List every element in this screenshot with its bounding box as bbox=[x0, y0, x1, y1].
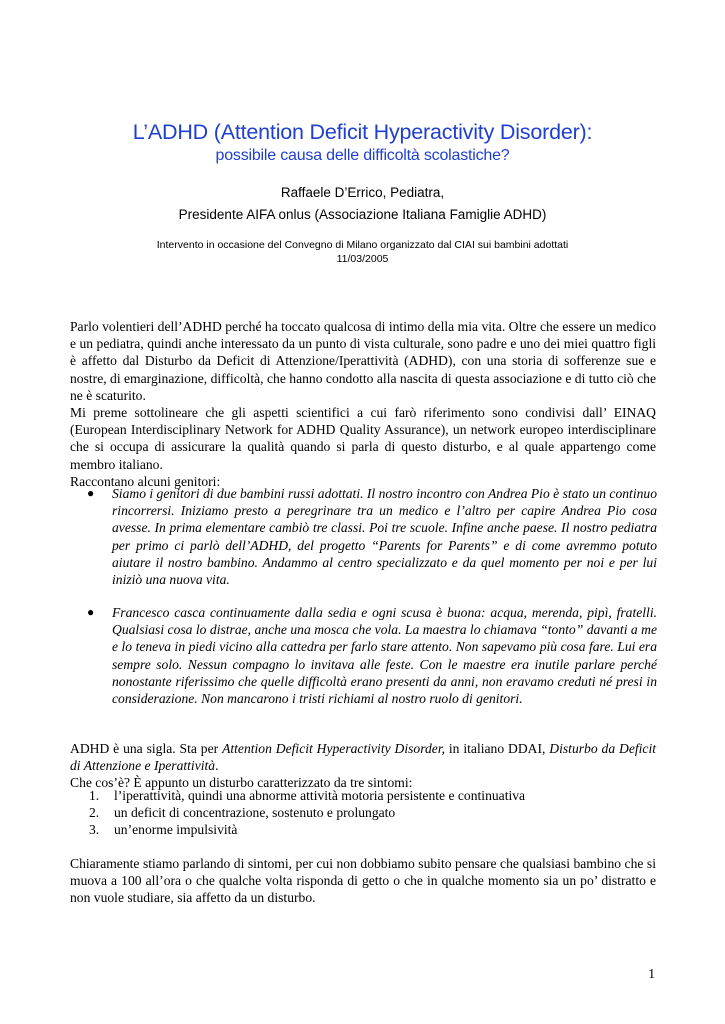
event-description: Intervento in occasione del Convegno di Milano organizzato dal CIAI sui bambini adottati bbox=[156, 239, 569, 251]
list-item bbox=[89, 804, 649, 821]
adhd-mid: in italiano DDAI, bbox=[445, 741, 550, 756]
list-item-text: l’iperattività, quindi una abnorme attività motoria persistente e continuativa bbox=[114, 788, 526, 803]
testimonial-list bbox=[85, 604, 657, 707]
adhd-paragraph bbox=[70, 740, 656, 774]
einaq-paragraph: Mi preme sottolineare che gli aspetti scientifici a cui farò riferimento sono condivisi dall’ EINAQ (European Interdisciplinary Network for ADHD Quality Assurance), un network europeo interdisciplinare che si occupa di assicurare la qualità quando si parla di questo disturbo, e al quale appartengo come membro italiano. bbox=[70, 405, 656, 472]
adhd-question: Che cos’è? È appunto un disturbo caratterizzato da tre sintomi: bbox=[70, 775, 413, 791]
list-item-text: un’enorme impulsività bbox=[114, 822, 238, 838]
adhd-term-en: Attention Deficit Hyperactivity Disorder, bbox=[222, 741, 446, 756]
intro-paragraph: Parlo volentieri dell’ADHD perché ha toccato qualcosa di intimo della mia vita. Oltre che essere un medico e un pediatra, quindi anche interessato da un punto di vista culturale, sono padre e uno dei miei quattro figli è affetto dal Disturbo da Deficit di Attenzione/Iperattività (ADHD), con una storia di sofferenze sue e nostre, di emarginazione, difficoltà, che hanno condotto alla nascita di questa associazione e di tutto ciò che ne è scaturito. bbox=[70, 319, 656, 403]
testimonial-item bbox=[85, 485, 657, 588]
symptom-list bbox=[89, 787, 649, 839]
intro-section bbox=[70, 318, 656, 490]
adhd-post: . bbox=[215, 758, 219, 774]
bullet-icon: ● bbox=[87, 605, 95, 619]
adhd-term-it: Disturbo da Deficit di Attenzione e Iperattività bbox=[70, 741, 656, 774]
list-item bbox=[89, 821, 649, 838]
testimonial-item bbox=[85, 604, 657, 707]
list-number: 3. bbox=[89, 822, 100, 838]
testimonial-text: Siamo i genitori di due bambini russi adottati. Il nostro incontro con Andrea Pio è stato un continuo rincorrersi. Iniziamo presto a peregrinare tra un medico e l’altro per capire Andrea Pio cosa avesse. In prima elementare cambiò tre classi. Poi tre scuole. Infine anche paese. Il nostro pediatra per primo ci parlò dell’ADHD, del progetto “Parents for Parents” e di come avremmo potuto aiutare il nostro bambino. Andammo al centro specializzato e da quel momento per noi e per lui iniziò una nuova vita. bbox=[112, 486, 657, 588]
event-date: 11/03/2005 bbox=[336, 253, 389, 265]
closing-section bbox=[70, 855, 656, 907]
document-title: L’ADHD (Attention Deficit Hyperactivity Disorder): bbox=[132, 120, 593, 144]
page-number: 1 bbox=[648, 966, 655, 981]
list-number: 1. bbox=[89, 788, 100, 803]
parents-intro: Raccontano alcuni genitori: bbox=[70, 473, 221, 489]
adhd-definition bbox=[70, 740, 656, 792]
list-number: 2. bbox=[89, 805, 100, 821]
adhd-pre: ADHD è una sigla. Sta per bbox=[70, 741, 223, 756]
testimonial-list bbox=[85, 485, 657, 588]
list-item bbox=[89, 787, 649, 804]
document-subtitle: possibile causa delle difficoltà scolastiche? bbox=[215, 147, 510, 164]
author-line: Raffaele D’Errico, Pediatra, bbox=[280, 185, 445, 200]
list-item-text: un deficit di concentrazione, sostenuto e prolungato bbox=[114, 805, 396, 821]
author-affiliation: Presidente AIFA onlus (Associazione Italiana Famiglie ADHD) bbox=[178, 207, 547, 222]
closing-paragraph: Chiaramente stiamo parlando di sintomi, per cui non dobbiamo subito pensare che qualsiasi bambino che si muova a 100 all’ora o che qualche volta risponda di getto o che in qualche momento sia un po’ distratto e non vuole studiare, sia affetto da un disturbo. bbox=[70, 856, 656, 906]
bullet-icon: ● bbox=[87, 486, 95, 500]
testimonial-text: Francesco casca continuamente dalla sedia e ogni scusa è buona: acqua, merenda, pipì, fratelli. Qualsiasi cosa lo distrae, anche una mosca che vola. La maestra lo chiamava “tonto” davanti a me e lo teneva in piedi vicino alla cattedra per farlo stare attento. Non sapevamo più cosa fare. Lui era sempre solo. Nessun compagno lo invitava alle feste. Con le maestre era inutile parlare perché nonostante riferissimo che quelle difficoltà erano presenti da anni, non eravamo creduti né presi in considerazione. Non mancarono i tristi richiami al nostro ruolo di genitori. bbox=[112, 605, 657, 707]
